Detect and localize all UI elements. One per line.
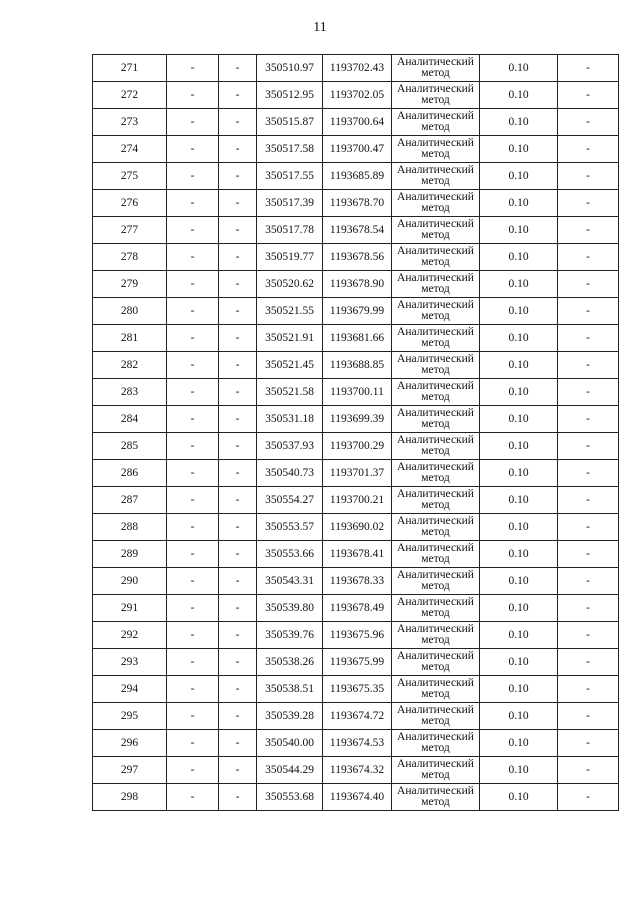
empty-cell-1: - xyxy=(167,703,219,730)
point-number-cell: 289 xyxy=(93,541,167,568)
empty-cell-1: - xyxy=(167,541,219,568)
x-coordinate-cell: 350539.80 xyxy=(257,595,323,622)
method-cell: Аналитический метод xyxy=(392,379,480,406)
note-cell: - xyxy=(558,109,619,136)
accuracy-cell: 0.10 xyxy=(480,244,558,271)
note-cell: - xyxy=(558,595,619,622)
accuracy-cell: 0.10 xyxy=(480,784,558,811)
method-cell: Аналитический метод xyxy=(392,271,480,298)
x-coordinate-cell: 350554.27 xyxy=(257,487,323,514)
accuracy-cell: 0.10 xyxy=(480,487,558,514)
y-coordinate-cell: 1193674.32 xyxy=(323,757,392,784)
y-coordinate-cell: 1193678.33 xyxy=(323,568,392,595)
x-coordinate-cell: 350538.26 xyxy=(257,649,323,676)
x-coordinate-cell: 350537.93 xyxy=(257,433,323,460)
table-row xyxy=(93,217,619,244)
empty-cell-1: - xyxy=(167,82,219,109)
accuracy-cell: 0.10 xyxy=(480,433,558,460)
table-row xyxy=(93,757,619,784)
note-cell: - xyxy=(558,82,619,109)
y-coordinate-cell: 1193700.21 xyxy=(323,487,392,514)
x-coordinate-cell: 350553.66 xyxy=(257,541,323,568)
accuracy-cell: 0.10 xyxy=(480,757,558,784)
method-cell: Аналитический метод xyxy=(392,298,480,325)
accuracy-cell: 0.10 xyxy=(480,541,558,568)
accuracy-cell: 0.10 xyxy=(480,730,558,757)
method-cell: Аналитический метод xyxy=(392,730,480,757)
empty-cell-1: - xyxy=(167,487,219,514)
point-number-cell: 275 xyxy=(93,163,167,190)
x-coordinate-cell: 350521.55 xyxy=(257,298,323,325)
point-number-cell: 297 xyxy=(93,757,167,784)
accuracy-cell: 0.10 xyxy=(480,190,558,217)
note-cell: - xyxy=(558,784,619,811)
empty-cell-1: - xyxy=(167,514,219,541)
empty-cell-1: - xyxy=(167,595,219,622)
point-number-cell: 288 xyxy=(93,514,167,541)
empty-cell-2: - xyxy=(219,433,257,460)
y-coordinate-cell: 1193690.02 xyxy=(323,514,392,541)
table-row xyxy=(93,244,619,271)
table-body xyxy=(93,55,619,811)
method-cell: Аналитический метод xyxy=(392,541,480,568)
method-cell: Аналитический метод xyxy=(392,703,480,730)
empty-cell-2: - xyxy=(219,352,257,379)
point-number-cell: 292 xyxy=(93,622,167,649)
table-row xyxy=(93,271,619,298)
empty-cell-2: - xyxy=(219,460,257,487)
accuracy-cell: 0.10 xyxy=(480,298,558,325)
x-coordinate-cell: 350539.28 xyxy=(257,703,323,730)
x-coordinate-cell: 350553.68 xyxy=(257,784,323,811)
y-coordinate-cell: 1193700.11 xyxy=(323,379,392,406)
table-row xyxy=(93,784,619,811)
y-coordinate-cell: 1193678.49 xyxy=(323,595,392,622)
note-cell: - xyxy=(558,163,619,190)
table-row xyxy=(93,514,619,541)
table-row xyxy=(93,82,619,109)
empty-cell-1: - xyxy=(167,649,219,676)
table-row xyxy=(93,406,619,433)
empty-cell-1: - xyxy=(167,190,219,217)
empty-cell-2: - xyxy=(219,487,257,514)
accuracy-cell: 0.10 xyxy=(480,379,558,406)
y-coordinate-cell: 1193702.05 xyxy=(323,82,392,109)
y-coordinate-cell: 1193675.99 xyxy=(323,649,392,676)
empty-cell-2: - xyxy=(219,595,257,622)
accuracy-cell: 0.10 xyxy=(480,514,558,541)
y-coordinate-cell: 1193688.85 xyxy=(323,352,392,379)
x-coordinate-cell: 350531.18 xyxy=(257,406,323,433)
empty-cell-2: - xyxy=(219,82,257,109)
table-row xyxy=(93,649,619,676)
point-number-cell: 280 xyxy=(93,298,167,325)
note-cell: - xyxy=(558,271,619,298)
method-cell: Аналитический метод xyxy=(392,352,480,379)
point-number-cell: 290 xyxy=(93,568,167,595)
y-coordinate-cell: 1193674.53 xyxy=(323,730,392,757)
empty-cell-1: - xyxy=(167,136,219,163)
point-number-cell: 274 xyxy=(93,136,167,163)
x-coordinate-cell: 350517.58 xyxy=(257,136,323,163)
point-number-cell: 293 xyxy=(93,649,167,676)
method-cell: Аналитический метод xyxy=(392,406,480,433)
empty-cell-1: - xyxy=(167,676,219,703)
table-row xyxy=(93,730,619,757)
table-row xyxy=(93,163,619,190)
empty-cell-1: - xyxy=(167,217,219,244)
empty-cell-2: - xyxy=(219,244,257,271)
empty-cell-2: - xyxy=(219,568,257,595)
point-number-cell: 287 xyxy=(93,487,167,514)
note-cell: - xyxy=(558,298,619,325)
y-coordinate-cell: 1193685.89 xyxy=(323,163,392,190)
empty-cell-2: - xyxy=(219,217,257,244)
empty-cell-1: - xyxy=(167,271,219,298)
method-cell: Аналитический метод xyxy=(392,487,480,514)
y-coordinate-cell: 1193701.37 xyxy=(323,460,392,487)
method-cell: Аналитический метод xyxy=(392,433,480,460)
empty-cell-2: - xyxy=(219,649,257,676)
note-cell: - xyxy=(558,406,619,433)
y-coordinate-cell: 1193678.90 xyxy=(323,271,392,298)
table-row xyxy=(93,55,619,82)
empty-cell-2: - xyxy=(219,379,257,406)
x-coordinate-cell: 350540.00 xyxy=(257,730,323,757)
y-coordinate-cell: 1193700.64 xyxy=(323,109,392,136)
x-coordinate-cell: 350515.87 xyxy=(257,109,323,136)
x-coordinate-cell: 350517.78 xyxy=(257,217,323,244)
note-cell: - xyxy=(558,649,619,676)
y-coordinate-cell: 1193679.99 xyxy=(323,298,392,325)
method-cell: Аналитический метод xyxy=(392,109,480,136)
empty-cell-1: - xyxy=(167,379,219,406)
accuracy-cell: 0.10 xyxy=(480,163,558,190)
note-cell: - xyxy=(558,622,619,649)
empty-cell-2: - xyxy=(219,163,257,190)
point-number-cell: 277 xyxy=(93,217,167,244)
method-cell: Аналитический метод xyxy=(392,136,480,163)
y-coordinate-cell: 1193678.41 xyxy=(323,541,392,568)
accuracy-cell: 0.10 xyxy=(480,136,558,163)
x-coordinate-cell: 350521.45 xyxy=(257,352,323,379)
x-coordinate-cell: 350553.57 xyxy=(257,514,323,541)
note-cell: - xyxy=(558,379,619,406)
empty-cell-2: - xyxy=(219,406,257,433)
point-number-cell: 271 xyxy=(93,55,167,82)
accuracy-cell: 0.10 xyxy=(480,460,558,487)
empty-cell-2: - xyxy=(219,514,257,541)
note-cell: - xyxy=(558,757,619,784)
empty-cell-2: - xyxy=(219,622,257,649)
accuracy-cell: 0.10 xyxy=(480,271,558,298)
empty-cell-1: - xyxy=(167,784,219,811)
empty-cell-1: - xyxy=(167,460,219,487)
point-number-cell: 286 xyxy=(93,460,167,487)
table-row xyxy=(93,460,619,487)
table-row xyxy=(93,433,619,460)
point-number-cell: 276 xyxy=(93,190,167,217)
note-cell: - xyxy=(558,514,619,541)
point-number-cell: 272 xyxy=(93,82,167,109)
point-number-cell: 283 xyxy=(93,379,167,406)
method-cell: Аналитический метод xyxy=(392,190,480,217)
method-cell: Аналитический метод xyxy=(392,163,480,190)
method-cell: Аналитический метод xyxy=(392,217,480,244)
point-number-cell: 278 xyxy=(93,244,167,271)
point-number-cell: 291 xyxy=(93,595,167,622)
note-cell: - xyxy=(558,325,619,352)
point-number-cell: 295 xyxy=(93,703,167,730)
method-cell: Аналитический метод xyxy=(392,514,480,541)
y-coordinate-cell: 1193702.43 xyxy=(323,55,392,82)
accuracy-cell: 0.10 xyxy=(480,703,558,730)
point-number-cell: 298 xyxy=(93,784,167,811)
y-coordinate-cell: 1193699.39 xyxy=(323,406,392,433)
note-cell: - xyxy=(558,460,619,487)
point-number-cell: 282 xyxy=(93,352,167,379)
accuracy-cell: 0.10 xyxy=(480,595,558,622)
y-coordinate-cell: 1193675.96 xyxy=(323,622,392,649)
empty-cell-2: - xyxy=(219,271,257,298)
note-cell: - xyxy=(558,136,619,163)
note-cell: - xyxy=(558,244,619,271)
table-row xyxy=(93,352,619,379)
table-row xyxy=(93,568,619,595)
y-coordinate-cell: 1193700.29 xyxy=(323,433,392,460)
x-coordinate-cell: 350510.97 xyxy=(257,55,323,82)
empty-cell-2: - xyxy=(219,676,257,703)
accuracy-cell: 0.10 xyxy=(480,352,558,379)
empty-cell-2: - xyxy=(219,541,257,568)
x-coordinate-cell: 350521.91 xyxy=(257,325,323,352)
empty-cell-2: - xyxy=(219,325,257,352)
y-coordinate-cell: 1193678.56 xyxy=(323,244,392,271)
table-row xyxy=(93,109,619,136)
empty-cell-1: - xyxy=(167,163,219,190)
method-cell: Аналитический метод xyxy=(392,55,480,82)
empty-cell-2: - xyxy=(219,109,257,136)
y-coordinate-cell: 1193700.47 xyxy=(323,136,392,163)
table-row xyxy=(93,136,619,163)
x-coordinate-cell: 350539.76 xyxy=(257,622,323,649)
empty-cell-1: - xyxy=(167,730,219,757)
empty-cell-2: - xyxy=(219,757,257,784)
accuracy-cell: 0.10 xyxy=(480,217,558,244)
accuracy-cell: 0.10 xyxy=(480,82,558,109)
note-cell: - xyxy=(558,568,619,595)
empty-cell-1: - xyxy=(167,757,219,784)
method-cell: Аналитический метод xyxy=(392,82,480,109)
note-cell: - xyxy=(558,730,619,757)
x-coordinate-cell: 350543.31 xyxy=(257,568,323,595)
method-cell: Аналитический метод xyxy=(392,568,480,595)
y-coordinate-cell: 1193675.35 xyxy=(323,676,392,703)
x-coordinate-cell: 350520.62 xyxy=(257,271,323,298)
point-number-cell: 279 xyxy=(93,271,167,298)
accuracy-cell: 0.10 xyxy=(480,676,558,703)
page-number: 11 xyxy=(313,20,327,35)
note-cell: - xyxy=(558,541,619,568)
method-cell: Аналитический метод xyxy=(392,595,480,622)
empty-cell-1: - xyxy=(167,433,219,460)
empty-cell-1: - xyxy=(167,244,219,271)
empty-cell-2: - xyxy=(219,55,257,82)
point-number-cell: 285 xyxy=(93,433,167,460)
note-cell: - xyxy=(558,433,619,460)
note-cell: - xyxy=(558,487,619,514)
empty-cell-1: - xyxy=(167,55,219,82)
x-coordinate-cell: 350521.58 xyxy=(257,379,323,406)
accuracy-cell: 0.10 xyxy=(480,622,558,649)
method-cell: Аналитический метод xyxy=(392,460,480,487)
table-row xyxy=(93,325,619,352)
method-cell: Аналитический метод xyxy=(392,622,480,649)
note-cell: - xyxy=(558,217,619,244)
accuracy-cell: 0.10 xyxy=(480,649,558,676)
x-coordinate-cell: 350519.77 xyxy=(257,244,323,271)
empty-cell-1: - xyxy=(167,298,219,325)
method-cell: Аналитический метод xyxy=(392,757,480,784)
note-cell: - xyxy=(558,55,619,82)
accuracy-cell: 0.10 xyxy=(480,109,558,136)
point-number-cell: 273 xyxy=(93,109,167,136)
empty-cell-2: - xyxy=(219,298,257,325)
table-row xyxy=(93,541,619,568)
empty-cell-2: - xyxy=(219,784,257,811)
note-cell: - xyxy=(558,352,619,379)
method-cell: Аналитический метод xyxy=(392,676,480,703)
method-cell: Аналитический метод xyxy=(392,244,480,271)
y-coordinate-cell: 1193674.40 xyxy=(323,784,392,811)
empty-cell-2: - xyxy=(219,703,257,730)
note-cell: - xyxy=(558,190,619,217)
point-number-cell: 294 xyxy=(93,676,167,703)
method-cell: Аналитический метод xyxy=(392,784,480,811)
table-row xyxy=(93,676,619,703)
empty-cell-1: - xyxy=(167,622,219,649)
table-row xyxy=(93,487,619,514)
x-coordinate-cell: 350540.73 xyxy=(257,460,323,487)
accuracy-cell: 0.10 xyxy=(480,406,558,433)
empty-cell-1: - xyxy=(167,109,219,136)
table-row xyxy=(93,190,619,217)
empty-cell-1: - xyxy=(167,325,219,352)
method-cell: Аналитический метод xyxy=(392,325,480,352)
accuracy-cell: 0.10 xyxy=(480,325,558,352)
empty-cell-2: - xyxy=(219,730,257,757)
point-number-cell: 296 xyxy=(93,730,167,757)
x-coordinate-cell: 350512.95 xyxy=(257,82,323,109)
empty-cell-2: - xyxy=(219,136,257,163)
x-coordinate-cell: 350544.29 xyxy=(257,757,323,784)
accuracy-cell: 0.10 xyxy=(480,568,558,595)
empty-cell-1: - xyxy=(167,406,219,433)
method-cell: Аналитический метод xyxy=(392,649,480,676)
note-cell: - xyxy=(558,676,619,703)
note-cell: - xyxy=(558,703,619,730)
y-coordinate-cell: 1193678.54 xyxy=(323,217,392,244)
table-row xyxy=(93,379,619,406)
table-row xyxy=(93,703,619,730)
x-coordinate-cell: 350538.51 xyxy=(257,676,323,703)
table-row xyxy=(93,622,619,649)
accuracy-cell: 0.10 xyxy=(480,55,558,82)
y-coordinate-cell: 1193681.66 xyxy=(323,325,392,352)
empty-cell-1: - xyxy=(167,352,219,379)
empty-cell-1: - xyxy=(167,568,219,595)
y-coordinate-cell: 1193674.72 xyxy=(323,703,392,730)
table-row xyxy=(93,595,619,622)
point-number-cell: 281 xyxy=(93,325,167,352)
coordinates-table xyxy=(92,54,619,811)
x-coordinate-cell: 350517.39 xyxy=(257,190,323,217)
point-number-cell: 284 xyxy=(93,406,167,433)
x-coordinate-cell: 350517.55 xyxy=(257,163,323,190)
table-row xyxy=(93,298,619,325)
y-coordinate-cell: 1193678.70 xyxy=(323,190,392,217)
empty-cell-2: - xyxy=(219,190,257,217)
